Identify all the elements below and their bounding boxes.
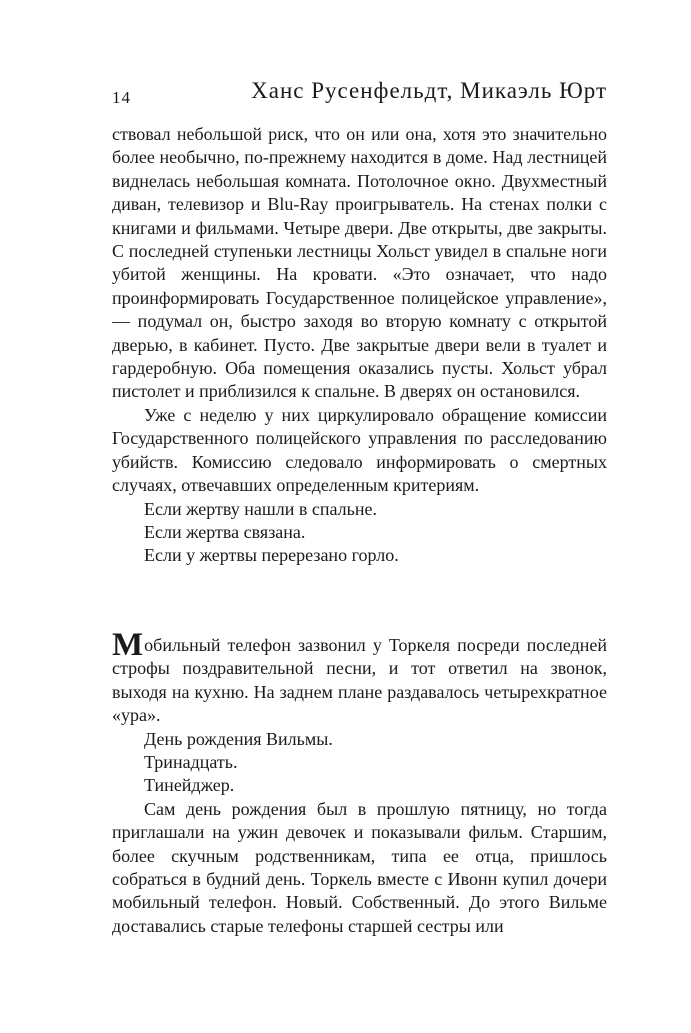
text-section-1 (112, 123, 607, 568)
paragraph: Если жертву нашли в спальне. (144, 498, 377, 519)
paragraph: Сам день рождения был в прошлую пятницу, но тогда приглашали на ужин девочек и показывали фильм. Старшим, более скучным родственникам, типа ее отца, пришлось собраться в будний день. Торкель вместе с Ивонн купил дочери мобильный телефон. Новый. Собственный. До этого Вильме доставались старые телефоны старшей сестры или (112, 798, 607, 936)
paragraph: Тринадцать. (144, 752, 238, 773)
paragraph: Уже с неделю у них циркулировало обращение комиссии Государственного полицейского управления по расследованию убийств. Комиссию следовало информировать о смертных случаях, отвечавших определенным критериям. (112, 404, 607, 496)
paragraph-with-drop-cap (112, 627, 607, 728)
text-section-2 (112, 627, 607, 938)
running-head: Ханс Русенфельдт, Микаэль Юрт (251, 78, 607, 103)
drop-cap: М (112, 627, 144, 663)
paragraph: День рождения Вильмы. (144, 728, 333, 749)
paragraph: Тинейджер. (144, 775, 235, 796)
paragraph-continued: ствовал небольшой риск, что он или она, хотя это значительно более необычно, по-прежнему находится в доме. Над лестницей виднелась небольшая комната. Потолочное окно. Двухместный диван, телевизор и Blu-Ray проигрыватель. На стенах полки с книгами и фильмами. Четыре двери. Две открыты, две закрыты. С последней ступеньки лестницы Хольст увидел в спальне ноги убитой женщины. На кровати. «Это означает, что надо проинформировать Государственное полицейское управление», — подумал он, быстро заходя во вторую комнату с открытой дверью, в кабинет. Пусто. Две закрытые двери вели в туалет и гардеробную. Оба помещения оказались пусты. Хольст убрал пистолет и приблизился к спальне. В дверях он остановился. (112, 124, 607, 402)
page-number: 14 (112, 88, 131, 107)
paragraph: Если жертва связана. (144, 521, 306, 542)
page-header (112, 78, 607, 108)
paragraph: Если у жертвы перерезано горло. (144, 545, 399, 566)
drop-cap-paragraph-text: обильный телефон зазвонил у Торкеля посреди последней строфы поздравительной песни, и тот ответил на звонок, выходя на кухню. На заднем плане раздавалось четырехкратное «ура». (112, 635, 607, 726)
